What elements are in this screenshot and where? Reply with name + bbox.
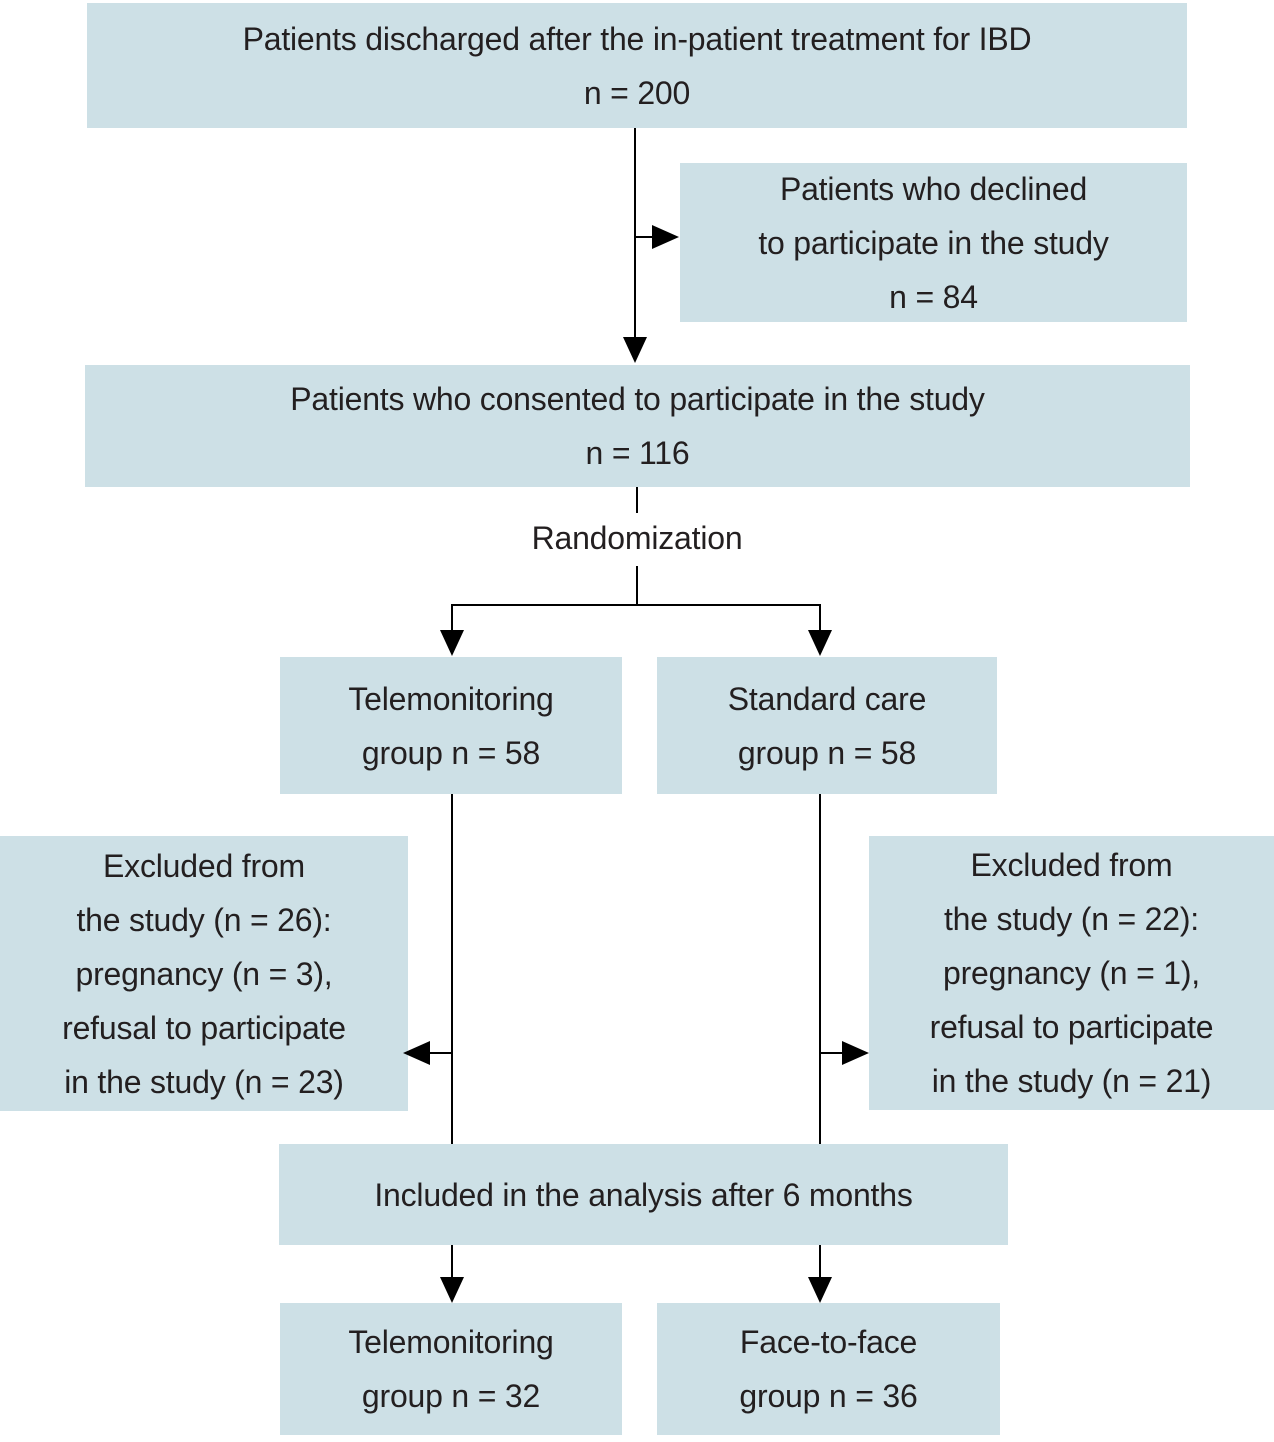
connector-telemonitoring-column [451, 794, 453, 1144]
connector-excluded-left [428, 1052, 453, 1054]
connector-branch-declined [634, 236, 654, 238]
node-text-line: the study (n = 26): [76, 901, 332, 938]
node-excluded-standard-care [869, 836, 1274, 1110]
node-text-line: Standard care [727, 680, 927, 717]
arrowhead-down-icon [623, 337, 647, 363]
arrowhead-down-icon [440, 1277, 464, 1303]
node-text-line: Excluded from [103, 847, 305, 884]
connector-randomization-split [636, 566, 638, 606]
node-consented-patients [85, 365, 1190, 487]
connector-standard-care-column [819, 794, 821, 1144]
arrowhead-down-icon [808, 1277, 832, 1303]
node-count-line: n = 84 [889, 278, 978, 315]
node-standard-care-group [657, 657, 997, 794]
node-text-line: in the study (n = 21) [931, 1063, 1212, 1099]
connector-included-telemonitoring-final [451, 1245, 453, 1279]
arrowhead-left-icon [403, 1041, 430, 1065]
node-telemonitoring-final [280, 1303, 622, 1435]
node-count-line: group n = 58 [361, 734, 541, 771]
connector-consented-randomization [636, 487, 638, 513]
connector-discharged-consented [634, 128, 636, 338]
node-discharged-patients [87, 3, 1187, 128]
node-count-line: n = 200 [583, 74, 691, 111]
node-telemonitoring-group [280, 657, 622, 794]
node-count-line: group n = 58 [737, 734, 917, 771]
arrowhead-down-icon [808, 630, 832, 656]
node-text-line: Excluded from [970, 847, 1173, 883]
node-declined-patients [680, 163, 1187, 322]
node-text-line: to participate in the study [758, 224, 1109, 261]
node-text-line: pregnancy (n = 1), [943, 955, 1200, 991]
node-text-line: Patients who consented to participate in the study [290, 381, 985, 417]
connector-split-right-drop [819, 604, 821, 632]
node-excluded-telemonitoring [0, 836, 408, 1111]
arrowhead-down-icon [440, 630, 464, 656]
connector-included-face-to-face-final [819, 1245, 821, 1279]
node-text-line: Face-to-face [739, 1324, 918, 1360]
node-text-line: Included in the analysis after 6 months [374, 1176, 913, 1213]
connector-split-horizontal [451, 604, 821, 606]
node-count-line: n = 116 [585, 435, 690, 471]
node-count-line: group n = 32 [361, 1378, 541, 1414]
node-included-analysis [279, 1144, 1008, 1245]
node-text-line: refusal to participate [62, 1009, 346, 1046]
node-text-line: Patients who declined [779, 170, 1088, 207]
node-text-line: Telemonitoring [348, 1324, 554, 1360]
node-text-line: in the study (n = 23) [64, 1063, 344, 1100]
node-text-line: the study (n = 22): [943, 901, 1199, 937]
arrowhead-right-icon [842, 1041, 869, 1065]
connector-split-left-drop [451, 604, 453, 632]
node-text-line: Patients discharged after the in-patient treatment for IBD [242, 20, 1032, 57]
arrowhead-right-icon [652, 225, 679, 249]
node-text-line: pregnancy (n = 3), [75, 955, 333, 992]
node-count-line: group n = 36 [739, 1378, 918, 1414]
node-face-to-face-final [657, 1303, 1000, 1435]
randomization-label: Randomization [531, 520, 743, 556]
node-text-line: refusal to participate [929, 1009, 1214, 1045]
node-text-line: Telemonitoring [348, 680, 554, 717]
